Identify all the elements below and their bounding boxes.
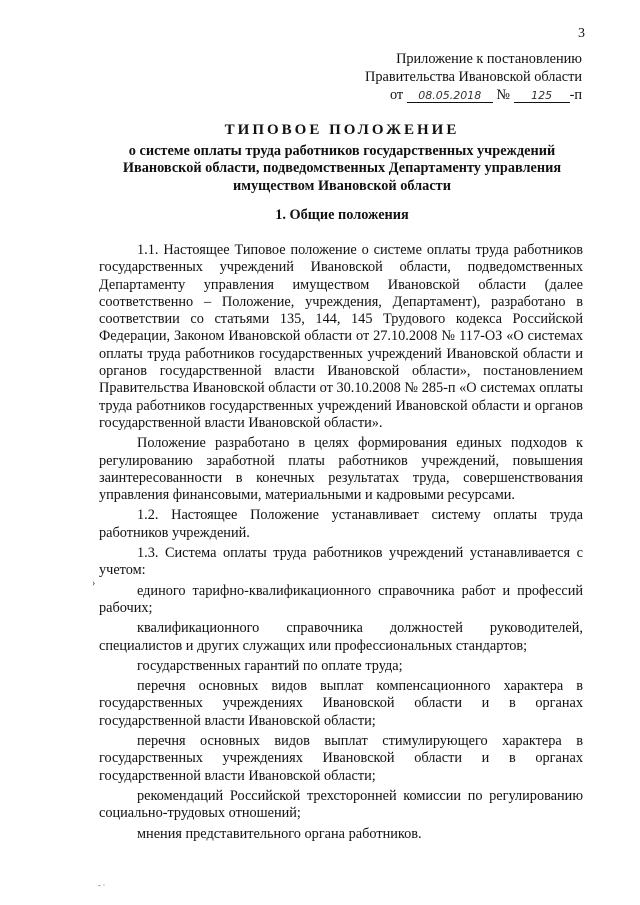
title-block — [100, 122, 584, 195]
annex-line-3 — [322, 86, 582, 104]
list-item: мнения представительного органа работников. — [137, 825, 422, 842]
handwritten-date: 08.05.2018 — [407, 89, 493, 103]
paragraph-purpose: Положение разработано в целях формирования единых подходов к регулированию заработной платы работников учреждений, повышения заинтересованности в конечных результатах труда, совершенствования управления финансовыми, материальными и кадровыми ресурсами. — [99, 435, 583, 504]
scan-artifact: - · — [98, 881, 106, 890]
paragraph-1-3: 1.3. Система оплаты труда работников учреждений устанавливается с учетом: — [99, 545, 583, 579]
list-item: перечня основных видов выплат компенсационного характера в государственных учреждениях Ивановской области и в органах государственной власти Ивановской области; — [99, 678, 583, 729]
handwritten-number: 125 — [514, 89, 570, 103]
margin-mark: › — [92, 578, 96, 589]
annex-number-sign: № — [496, 87, 510, 103]
annex-line-2: Правительства Ивановской области — [365, 69, 582, 85]
paragraph-1-2: 1.2. Настоящее Положение устанавливает систему оплаты труда работников учреждений. — [99, 507, 583, 541]
annex-ot: от — [389, 87, 404, 103]
annex-suffix: -п — [569, 87, 582, 103]
list-item: единого тарифно-квалификационного справочника работ и профессий рабочих; — [99, 582, 583, 616]
document-title: ТИПОВОЕ ПОЛОЖЕНИЕ — [224, 122, 460, 138]
paragraph-1-1: 1.1. Настоящее Типовое положение о системе оплаты труда работников государственных учреждений Ивановской области, подведомственных Департаменту управления имуществом Ивановской области (далее соответственно – Положение, учреждения, Департамент), разработано в соответствии со статьями 135, 144, 145 Трудового кодекса Российской Федерации, Законом Ивановской области от 27.10.2008 № 117-ОЗ «О системах оплаты труда работников государственных учреждений Ивановской области и органов государственной власти Ивановской области», постановлением Правительства Ивановской области от 30.10.2008 № 285-п «О системах оплаты труда работников государственных учреждений Ивановской области и органов государственной власти Ивановской области». — [99, 242, 583, 431]
list-item: перечня основных видов выплат стимулирующего характера в государственных учреждениях Ивановской области и в органах государственной власти Ивановской области; — [99, 733, 583, 784]
document-body — [99, 242, 583, 843]
document-subtitle: о системе оплаты труда работников государственных учреждений Ивановской области, подведомственных Департаменту управления имуществом Ивановской области — [122, 142, 562, 194]
page-number: 3 — [578, 26, 585, 41]
list-item: государственных гарантий по оплате труда; — [137, 657, 403, 674]
list-item: рекомендаций Российской трехсторонней комиссии по регулированию социально-трудовых отношений; — [99, 787, 583, 822]
section-heading: 1. Общие положения — [275, 207, 409, 223]
list-item: квалификационного справочника должностей руководителей, специалистов и других служащих или профессиональных стандартов; — [99, 620, 583, 654]
annex-line-1: Приложение к постановлению — [396, 51, 582, 67]
annex-block — [322, 50, 582, 104]
